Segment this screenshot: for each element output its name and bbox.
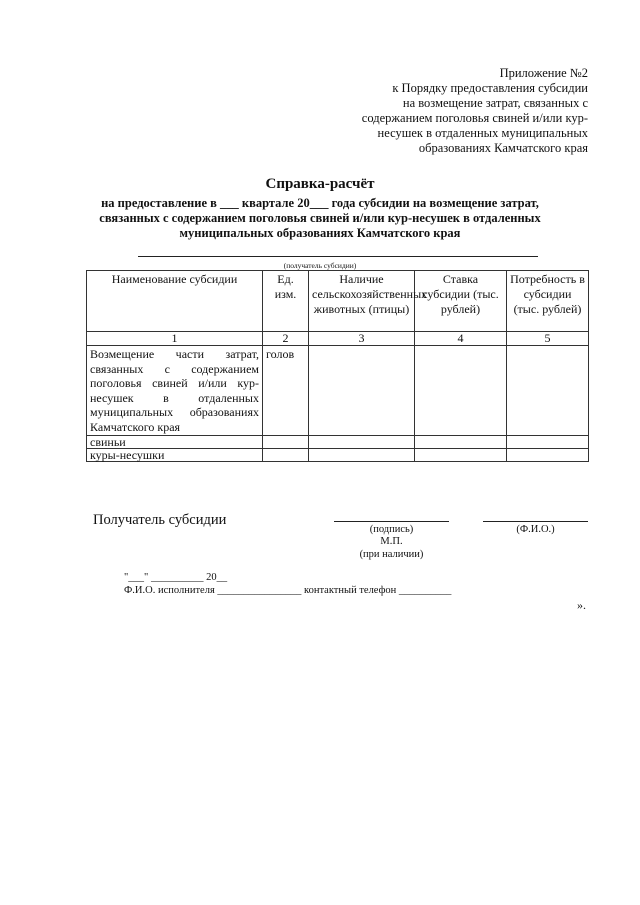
executor-line [124, 585, 451, 596]
need-cell [507, 346, 589, 436]
appendix-line: образованиях Камчатского края [418, 141, 588, 155]
rate-cell [415, 436, 507, 449]
livestock-cell [309, 346, 415, 436]
appendix-line: на возмещение затрат, связанных с [402, 96, 588, 110]
column-number: 3 [309, 332, 415, 346]
need-cell [507, 449, 589, 462]
column-number: 5 [507, 332, 589, 346]
phone-label: контактный телефон [304, 585, 397, 596]
subtitle-line: на предоставление в ___ квартале 20___ года субсидии на возмещение затрат, [101, 196, 539, 210]
fio-caption: (Ф.И.О.) [516, 524, 555, 535]
closing-quote: ». [577, 598, 586, 612]
column-header-rate: Ставка субсидии (тыс. рублей) [415, 271, 507, 332]
unit-cell [263, 436, 309, 449]
column-number-row [87, 332, 589, 346]
unit-cell: голов [263, 346, 309, 436]
table-row [87, 449, 589, 462]
rate-cell [415, 449, 507, 462]
appendix-block [362, 66, 588, 156]
column-number: 4 [415, 332, 507, 346]
phone-blank: __________ [396, 585, 452, 596]
subsidy-table [86, 270, 589, 462]
subtitle-line: связанных с содержанием поголовья свиней и/или кур-несушек в отдаленных [99, 211, 541, 225]
appendix-line: несушек в отдаленных муниципальных [377, 126, 588, 140]
document-subtitle [90, 196, 550, 241]
executor-blank: ________________ [214, 585, 305, 596]
recipient-caption: (получатель субсидии) [283, 261, 357, 270]
column-header-livestock: Наличие сельскохозяйственных животных (птицы) [309, 271, 415, 332]
executor-label: Ф.И.О. исполнителя [124, 585, 215, 596]
appendix-line: к Порядку предоставления субсидии [392, 81, 588, 95]
signature-blank-line [334, 521, 449, 522]
column-number: 1 [87, 332, 263, 346]
column-header-unit: Ед. изм. [263, 271, 309, 332]
subtitle-line: муниципальных образованиях Камчатского края [179, 226, 461, 240]
table-row [87, 436, 589, 449]
recipient-blank-line [138, 256, 538, 257]
livestock-cell [309, 449, 415, 462]
stamp-place-note: (при наличии) [359, 549, 424, 560]
document-title: Справка-расчёт [265, 176, 375, 192]
column-header-name: Наименование субсидии [87, 271, 263, 332]
appendix-line: Приложение №2 [499, 66, 588, 80]
rate-cell [415, 346, 507, 436]
column-number: 2 [263, 332, 309, 346]
fio-blank-line [483, 521, 588, 522]
table-row [87, 346, 589, 436]
column-header-need: Потребность в субсидии (тыс. рублей) [507, 271, 589, 332]
unit-cell [263, 449, 309, 462]
subsidy-name-cell: свиньи [87, 436, 263, 449]
subsidy-name-cell: Возмещение части затрат, связанных с содержанием поголовья свиней и/или кур-несушек в отдаленных муниципальных образованиях Камчатского края [87, 346, 263, 436]
livestock-cell [309, 436, 415, 449]
recipient-label: Получатель субсидии [93, 512, 227, 528]
need-cell [507, 436, 589, 449]
table-header-row [87, 271, 589, 332]
date-line: "___" __________ 20__ [124, 572, 228, 583]
subsidy-name-cell: куры-несушки [87, 449, 263, 462]
appendix-line: содержанием поголовья свиней и/или кур- [361, 111, 588, 125]
signature-caption: (подпись) [369, 524, 414, 535]
stamp-place-label: М.П. [380, 536, 403, 547]
